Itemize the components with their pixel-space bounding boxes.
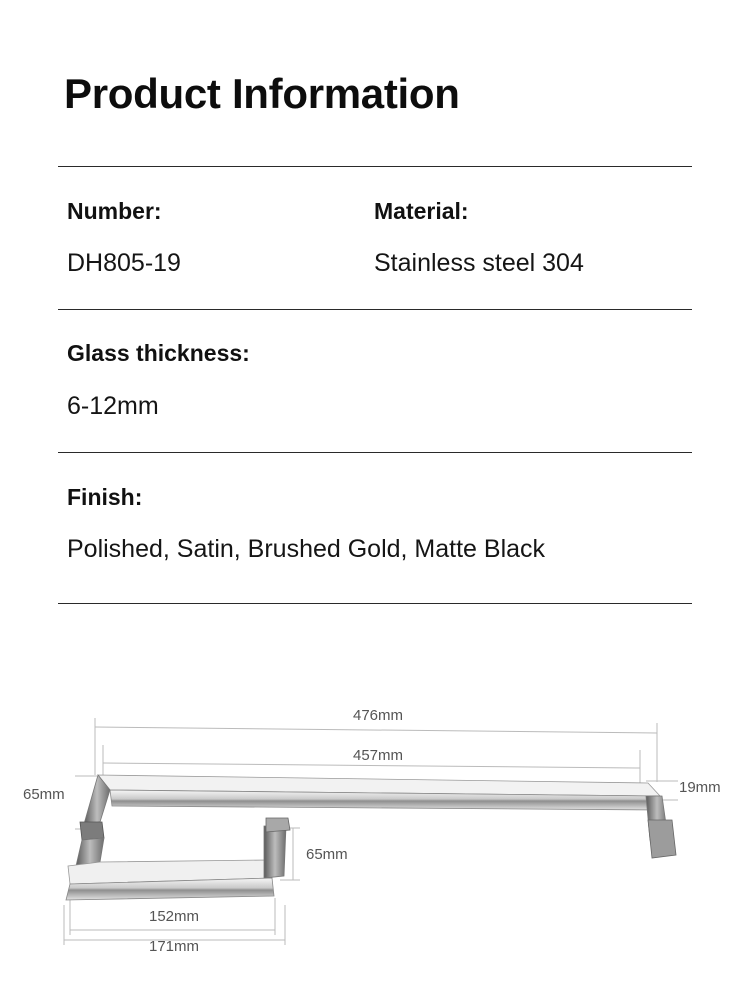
material-value: Stainless steel 304 <box>374 249 584 277</box>
divider <box>58 452 692 453</box>
handle-image <box>66 775 676 900</box>
inner-height-label: 65mm <box>306 846 348 863</box>
right-post-label: 19mm <box>679 779 721 796</box>
glass-thickness-label: Glass thickness: <box>67 340 250 366</box>
divider <box>58 166 692 167</box>
material-label: Material: <box>374 198 469 224</box>
finish-value: Polished, Satin, Brushed Gold, Matte Black <box>67 535 546 563</box>
short-overall-label: 171mm <box>148 938 200 955</box>
number-value: DH805-19 <box>67 249 181 277</box>
divider <box>58 309 692 310</box>
overall-length-label: 476mm <box>352 707 404 724</box>
grip-length-label: 457mm <box>352 747 404 764</box>
number-label: Number: <box>67 198 162 224</box>
handle-dimension-diagram <box>0 640 750 1001</box>
left-height-label: 65mm <box>23 786 65 803</box>
finish-label: Finish: <box>67 484 143 510</box>
divider <box>58 603 692 604</box>
glass-thickness-value: 6-12mm <box>67 392 159 420</box>
page-title: Product Information <box>64 70 460 117</box>
short-grip-label: 152mm <box>148 908 200 925</box>
